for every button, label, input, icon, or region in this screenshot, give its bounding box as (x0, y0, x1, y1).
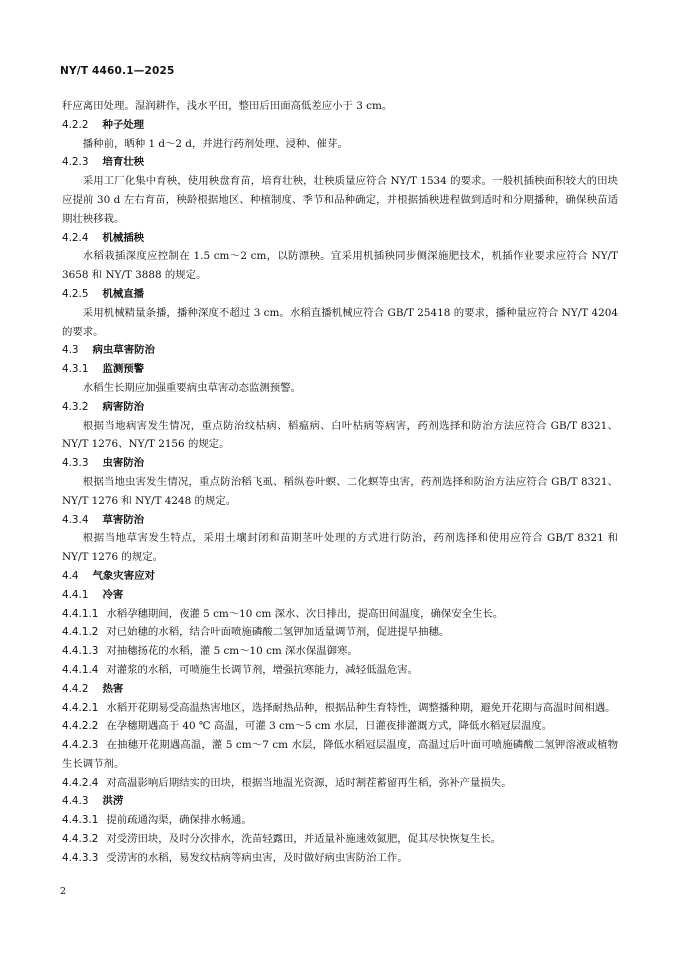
clause-text: 水稻孕穗期间，夜灌 5 cm～10 cm 深水、次日排出，提高田间温度，确保安全生长。 (106, 607, 504, 620)
clause-text: 水稻开花期易受高温热害地区，选择耐热品种，根据品种生育特性，调整播种期，避免开花期与高温时间相遇。 (106, 701, 616, 714)
section-heading (62, 586, 618, 605)
section-number: 4.3.3 (62, 457, 89, 470)
clause-number: 4.4.3.1 (62, 814, 99, 827)
body-paragraph: 水稻生长期应加强重要病虫草害动态监测预警。 (82, 381, 301, 394)
document-code: NY/T 4460.1—2025 (60, 65, 175, 77)
clause-item (62, 605, 618, 624)
section-title: 机械插秧 (102, 231, 145, 244)
clause-number: 4.4.2.3 (62, 739, 99, 752)
body-paragraph: 采用工厂化集中育秧，使用秧盘育苗，培育壮秧，壮秧质量应符合 NY/T 1534 的要求。一般机插秧面积较大的田块应提前 30 d 左右育苗，秧龄根据地区、种植制度、季节和品种确定，并根据插秧进程做到适时和分期播种，确保秧苗适期壮秧移栽。 (62, 175, 618, 225)
clause-text: 对灌浆的水稻，可喷施生长调节剂，增强抗寒能力，减轻低温危害。 (106, 663, 419, 676)
clause-number: 4.4.1.1 (62, 607, 99, 620)
section-number: 4.4.2 (62, 682, 89, 695)
body-paragraph: 播种前，晒种 1 d～2 d，并进行药剂处理、浸种、催芽。 (82, 137, 348, 150)
section-number: 4.3 (62, 344, 79, 357)
body-paragraph: 水稻栽插深度应控制在 1.5 cm～2 cm，以防漂秧。宜采用机插秧同步侧深施肥技术，机插作业要求应符合 NY/T 3658 和 NY/T 3888 的规定。 (62, 250, 618, 282)
body-paragraph: 根据当地草害发生特点，采用土壤封闭和苗期茎叶处理的方式进行防治，药剂选择和使用应符合 GB/T 8321 和 NY/T 1276 的规定。 (62, 532, 618, 564)
section-number: 4.2.2 (62, 118, 89, 131)
section-title: 种子处理 (102, 118, 145, 131)
section-title: 虫害防治 (102, 457, 145, 470)
clause-number: 4.4.3.2 (62, 833, 99, 846)
section-heading (62, 792, 618, 811)
section-title: 机械直播 (102, 287, 145, 300)
section-number: 4.4 (62, 569, 79, 582)
clause-item (62, 736, 618, 774)
clause-number: 4.4.3.3 (62, 851, 99, 864)
section-title: 培育壮秧 (102, 156, 145, 169)
continued-paragraph: 秆应离田处理。湿润耕作，浅水平田，整田后田面高低差应小于 3 cm。 (62, 100, 393, 112)
clause-item (62, 849, 618, 868)
section-heading (62, 360, 618, 379)
clause-number: 4.4.1.3 (62, 645, 99, 658)
section-number: 4.4.1 (62, 588, 89, 601)
section-heading (62, 680, 618, 699)
section-title: 监测预警 (102, 363, 145, 376)
clause-text: 受涝害的水稻，易发纹枯病等病虫害，及时做好病虫害防治工作。 (106, 851, 408, 864)
clause-text: 对受涝田块，及时分次排水，洗苗轻露田，并适量补施速效氮肥，促其尽快恢复生长。 (106, 833, 502, 846)
section-title: 热害 (102, 682, 124, 695)
page-number: 2 (60, 886, 67, 897)
section-number: 4.3.1 (62, 363, 89, 376)
clause-number: 4.4.1.4 (62, 663, 99, 676)
section-heading (62, 511, 618, 530)
clause-item (62, 699, 618, 718)
section-title: 草害防治 (102, 513, 145, 526)
section-title: 洪涝 (102, 795, 124, 808)
clause-number: 4.4.1.2 (62, 626, 99, 639)
clause-item (62, 717, 618, 736)
section-heading (62, 116, 618, 135)
section-heading (62, 398, 618, 417)
document-body (62, 97, 618, 868)
section-title: 冷害 (102, 588, 124, 601)
body-paragraph: 采用机械精量条播，播种深度不超过 3 cm。水稻直播机械应符合 GB/T 25418 的要求，播种量应符合 NY/T 4204 的要求。 (62, 306, 618, 338)
section-number: 4.4.3 (62, 795, 89, 808)
clause-number: 4.4.2.4 (62, 776, 99, 789)
section-heading (62, 341, 618, 360)
section-number: 4.3.2 (62, 400, 89, 413)
clause-item (62, 830, 618, 849)
section-number: 4.2.4 (62, 231, 89, 244)
clause-item (62, 661, 618, 680)
clause-text: 在孕穗期遇高于 40 ℃ 高温，可灌 3 cm～5 cm 水层，日灌夜排灌溉方式，降低水稻冠层温度。 (106, 720, 553, 733)
section-title: 病害防治 (102, 400, 145, 413)
section-number: 4.2.3 (62, 156, 89, 169)
clause-item (62, 774, 618, 793)
clause-item (62, 811, 618, 830)
section-heading (62, 567, 618, 586)
clause-text: 对抽穗扬花的水稻，灌 5 cm～10 cm 深水保温御寒。 (106, 645, 358, 658)
clause-item (62, 642, 618, 661)
clause-text: 在抽穗开花期遇高温，灌 5 cm～7 cm 水层，降低水稻冠层温度，高温过后叶面可喷施磷酸二氢钾溶液或植物生长调节剂。 (62, 739, 618, 770)
clause-text: 提前疏通沟渠，确保排水畅通。 (106, 814, 252, 827)
section-heading (62, 285, 618, 304)
clause-text: 对已始穗的水稻，结合叶面喷施磷酸二氢钾加适量调节剂，促进提早抽穗。 (106, 626, 450, 639)
section-heading (62, 153, 618, 172)
section-title: 病虫草害防治 (92, 344, 155, 357)
body-paragraph: 根据当地病害发生情况，重点防治纹枯病、稻瘟病、白叶枯病等病害，药剂选择和防治方法应符合 GB/T 8321、NY/T 1276、NY/T 2156 的规定。 (62, 419, 618, 451)
section-heading (62, 229, 618, 248)
clause-number: 4.4.2.1 (62, 701, 99, 714)
clause-number: 4.4.2.2 (62, 720, 99, 733)
section-heading (62, 454, 618, 473)
clause-item (62, 623, 618, 642)
body-paragraph: 根据当地虫害发生情况，重点防治稻飞虱、稻纵卷叶螟、二化螟等虫害，药剂选择和防治方法应符合 GB/T 8321、NY/T 1276 和 NY/T 4248 的规定。 (62, 475, 618, 507)
section-number: 4.2.5 (62, 287, 89, 300)
section-number: 4.3.4 (62, 513, 89, 526)
clause-text: 对高温影响后期结实的田块，根据当地温光资源，适时割茬蓄留再生稻，弥补产量损失。 (106, 776, 512, 789)
section-title: 气象灾害应对 (92, 569, 155, 582)
